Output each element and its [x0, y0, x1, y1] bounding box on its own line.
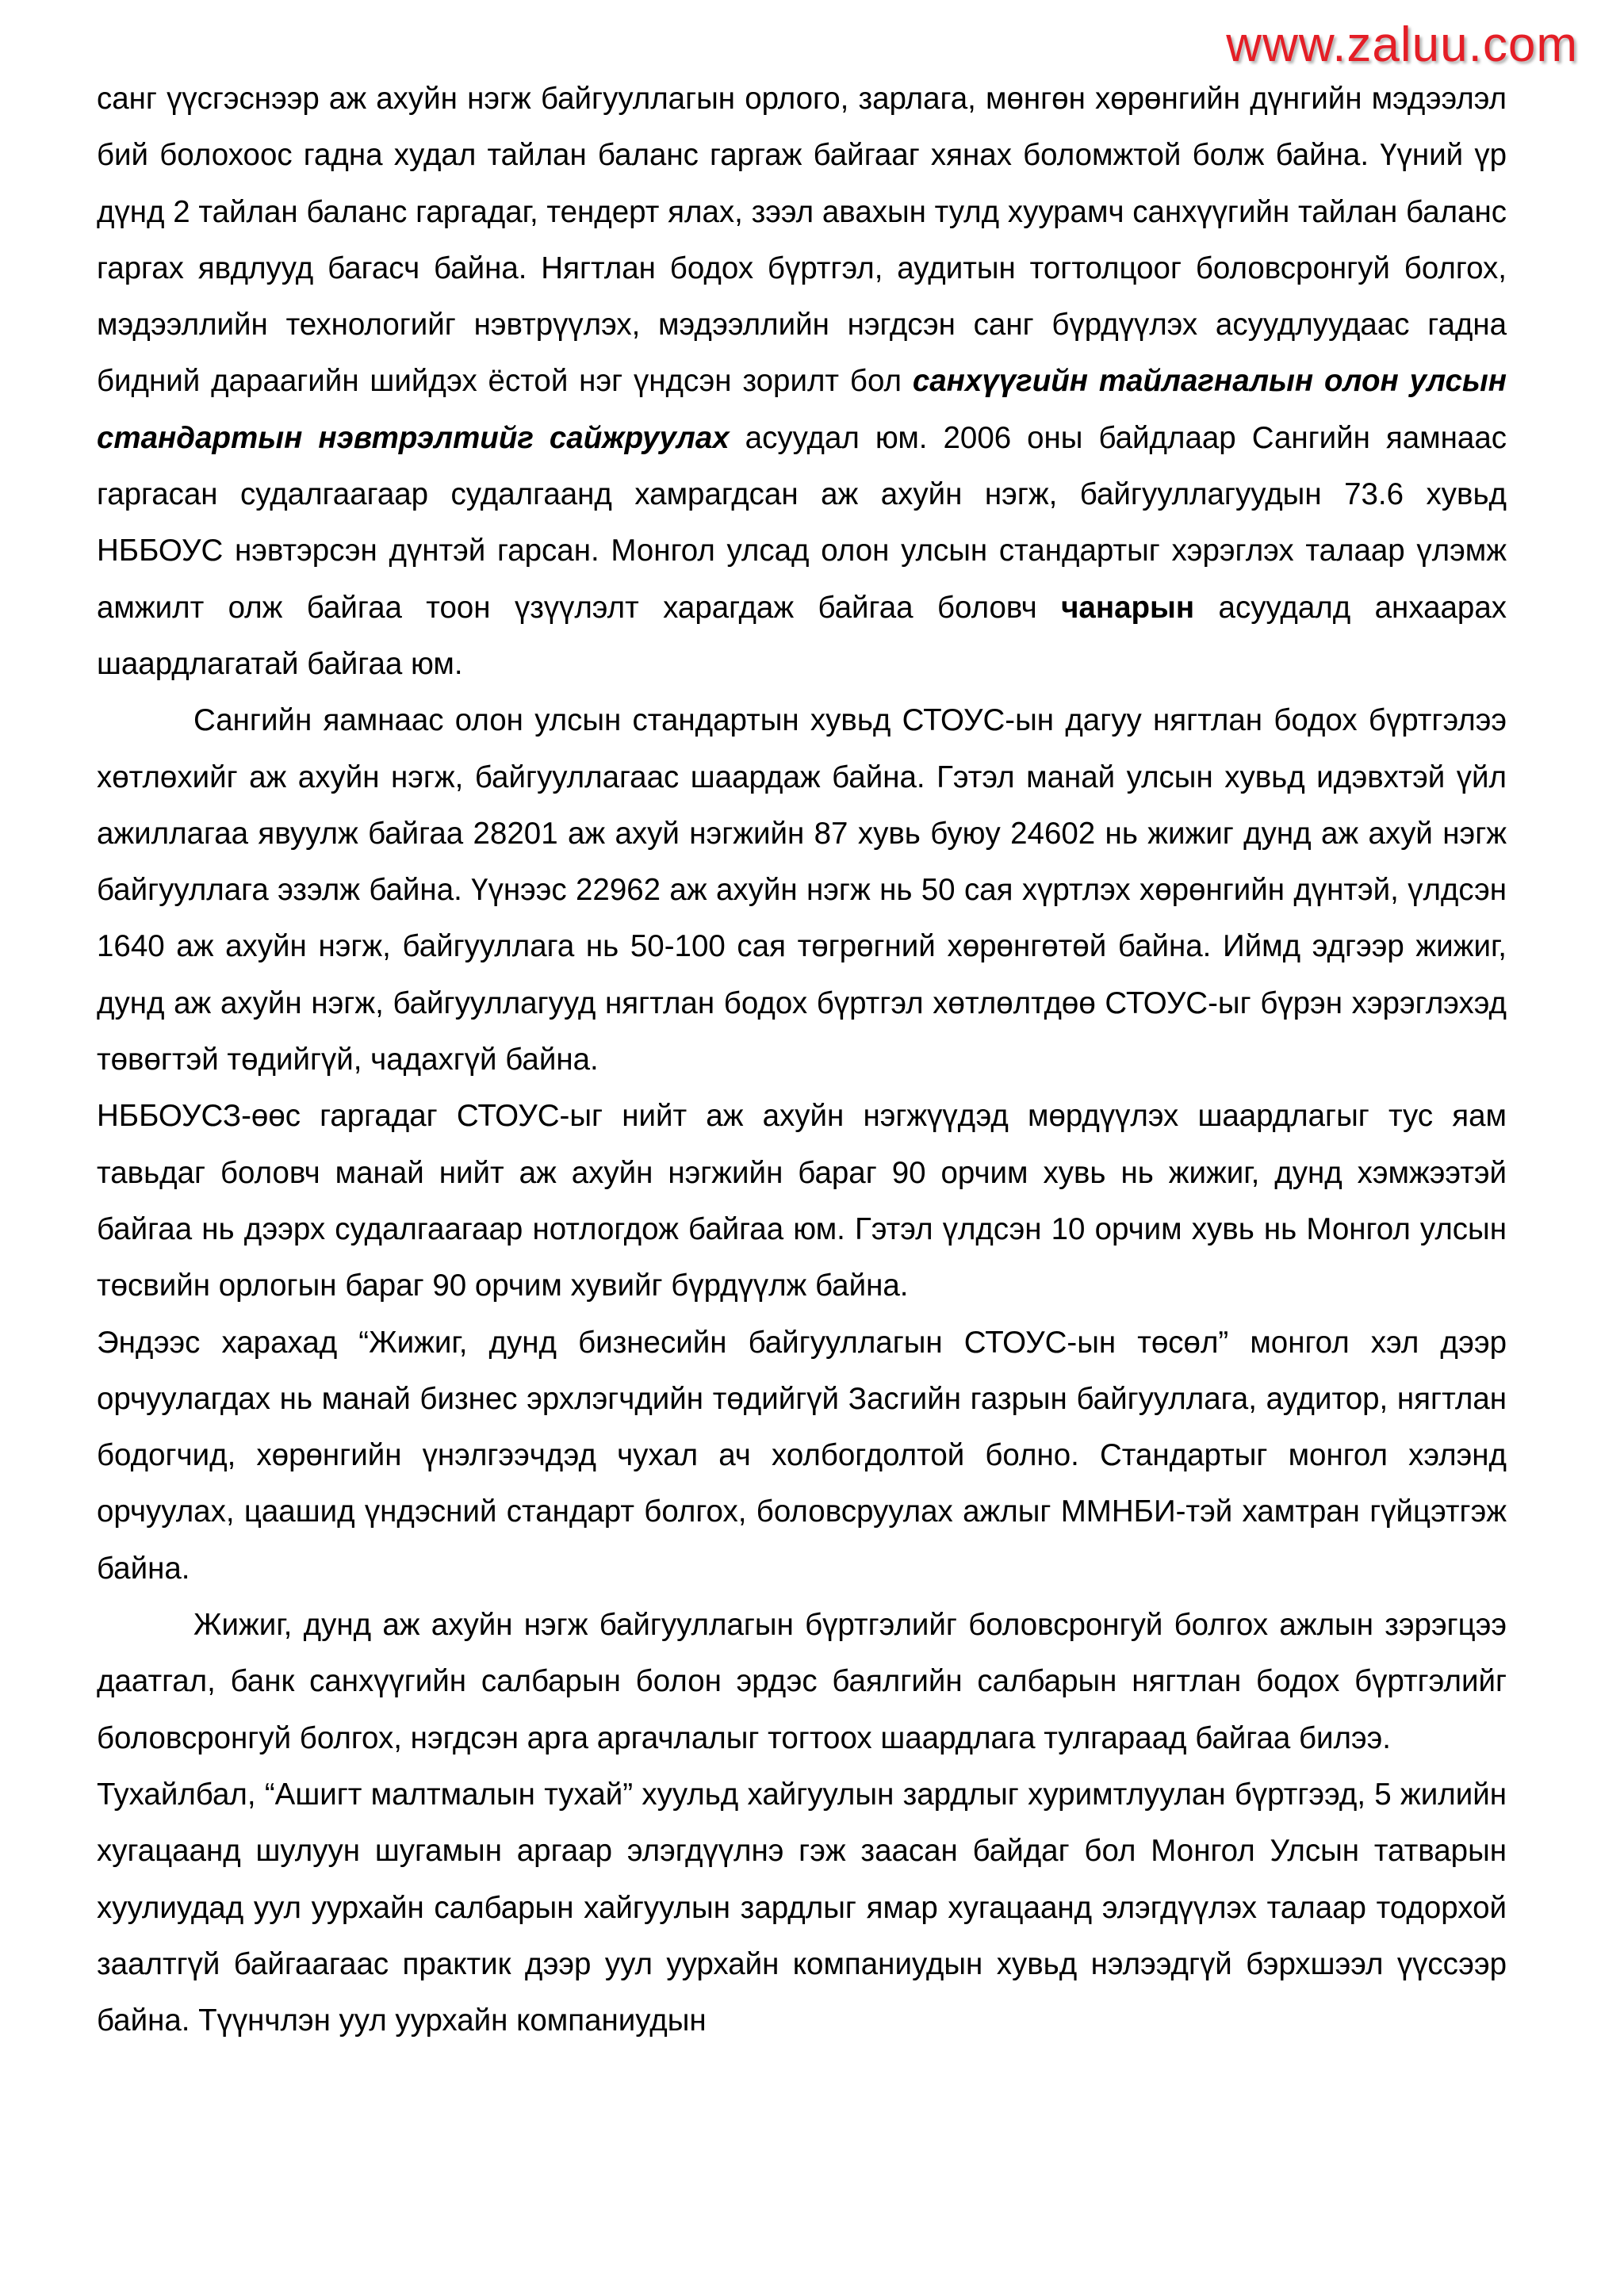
text-segment: НББОУСЗ-өөс гаргадаг СТОУС-ыг нийт аж ахуйн нэгжүүдэд мөрдүүлэх шаардлагыг тус яам тавьдаг боловч манай нийт аж ахуйн нэгжийн бараг 90 орчим хувь нь жижиг, дунд хэмжээтэй байгаа нь дээрх судалгаагаар нотлогдож байгаа юм. Гэтэл үлдсэн 10 орчим хувь нь Монгол улсын төсвийн орлогын бараг 90 орчим хувийг бүрдүүлж байна.	[97, 1099, 1507, 1303]
emphasis-ifrs-improvement: санхүүгийн тайлагналын олон улсын стандартын нэвтрэлтийг сайжруулах	[97, 364, 1507, 455]
paragraph-1	[97, 71, 1507, 692]
document-body	[97, 71, 1507, 2049]
text-segment: санг үүсгэснээр аж ахуйн нэгж байгууллагын орлого, зарлага, мөнгөн хөрөнгийн дүнгийн мэдээлэл бий болохоос гадна худал тайлан баланс гаргаж байгааг хянах боломжтой болж байна. Үүний үр дүнд 2 тайлан баланс гаргадаг, тендерт ялах, зээл авахын тулд хуурамч санхүүгийн тайлан баланс гаргах явдлууд багасч байна. Нягтлан бодох бүртгэл, аудитын тогтолцоог боловсронгуй болгох, мэдээллийн технологийг нэвтрүүлэх, мэдээллийн нэгдсэн санг бүрдүүлэх асуудлуудаас гадна бидний дараагийн шийдэх ёстой нэг үндсэн зорилт бол	[97, 82, 1507, 399]
paragraph-4	[97, 1314, 1507, 1597]
text-segment: Жижиг, дунд аж ахуйн нэгж байгууллагын бүртгэлийг боловсронгуй болгох ажлын зэрэгцээ даатгал, банк санхүүгийн салбарын болон эрдэс баялгийн салбарын нягтлан бодох бүртгэлийг боловсронгуй болгох, нэгдсэн арга аргачлалыг тогтоох шаардлага тулгараад байгаа билээ.	[97, 1608, 1507, 1755]
paragraph-2	[97, 692, 1507, 1088]
site-watermark: www.zaluu.com	[1226, 17, 1578, 72]
paragraph-5	[97, 1597, 1507, 1766]
paragraph-3	[97, 1088, 1507, 1314]
emphasis-quality: чанарын	[1061, 590, 1195, 625]
text-segment: асуудалд анхаарах шаардлагатай байгаа юм.	[97, 590, 1507, 681]
text-segment: Тухайлбал, “Ашигт малтмалын тухай” хуульд хайгуулын зардлыг хуримтлуулан бүртгээд, 5 жилийн хугацаанд шулуун шугамын аргаар элэгдүүлнэ гэж заасан байдаг бол Монгол Улсын татварын хуулиудад уул уурхайн салбарын хайгуулын зардлыг ямар хугацаанд элэгдүүлэх талаар тодорхой заалтгүй байгаагаас практик дээр уул уурхайн компаниудын хувьд нэлээдгүй бэрхшээл үүссээр байна. Түүнчлэн уул уурхайн компаниудын	[97, 1777, 1507, 2038]
paragraph-6	[97, 1766, 1507, 2049]
text-segment: Сангийн яамнаас олон улсын стандартын хувьд СТОУС-ын дагуу нягтлан бодох бүртгэлээ хөтлөхийг аж ахуйн нэгж, байгууллагаас шаардаж байна. Гэтэл манай улсын хувьд идэвхтэй үйл ажиллагаа явуулж байгаа 28201 аж ахуй нэгжийн 87 хувь буюу 24602 нь жижиг дунд аж ахуй нэгж байгууллага эзэлж байна. Үүнээс 22962 аж ахуйн нэгж нь 50 сая хүртлэх хөрөнгийн дүнтэй, үлдсэн 1640 аж ахуйн нэгж, байгууллага нь 50-100 сая төгрөгний хөрөнгөтөй байна. Иймд эдгээр жижиг, дунд аж ахуйн нэгж, байгууллагууд нягтлан бодох бүртгэл хөтлөлтдөө СТОУС-ыг бүрэн хэрэглэхэд төвөгтэй төдийгүй, чадахгүй байна.	[97, 703, 1507, 1077]
text-segment: Эндээс харахад “Жижиг, дунд бизнесийн байгууллагын СТОУС-ын төсөл” монгол хэл дээр орчуулагдах нь манай бизнес эрхлэгчдийн төдийгүй Засгийн газрын байгууллага, аудитор, нягтлан бодогчид, хөрөнгийн үнэлгээчдэд чухал ач холбогдолтой болно. Стандартыг монгол хэлэнд орчуулах, цаашид үндэсний стандарт болгох, боловсруулах ажлыг ММНБИ-тэй хамтран гүйцэтгэж байна.	[97, 1325, 1507, 1586]
text-segment: асуудал юм. 2006 оны байдлаар Сангийн яамнаас гаргасан судалгаагаар судалгаанд хамрагдсан аж ахуйн нэгж, байгууллагуудын 73.6 хувьд НББОУС нэвтэрсэн дүнтэй гарсан. Монгол улсад олон улсын стандартыг хэрэглэх талаар үлэмж амжилт олж байгаа тоон үзүүлэлт харагдаж байгаа боловч	[97, 420, 1507, 625]
